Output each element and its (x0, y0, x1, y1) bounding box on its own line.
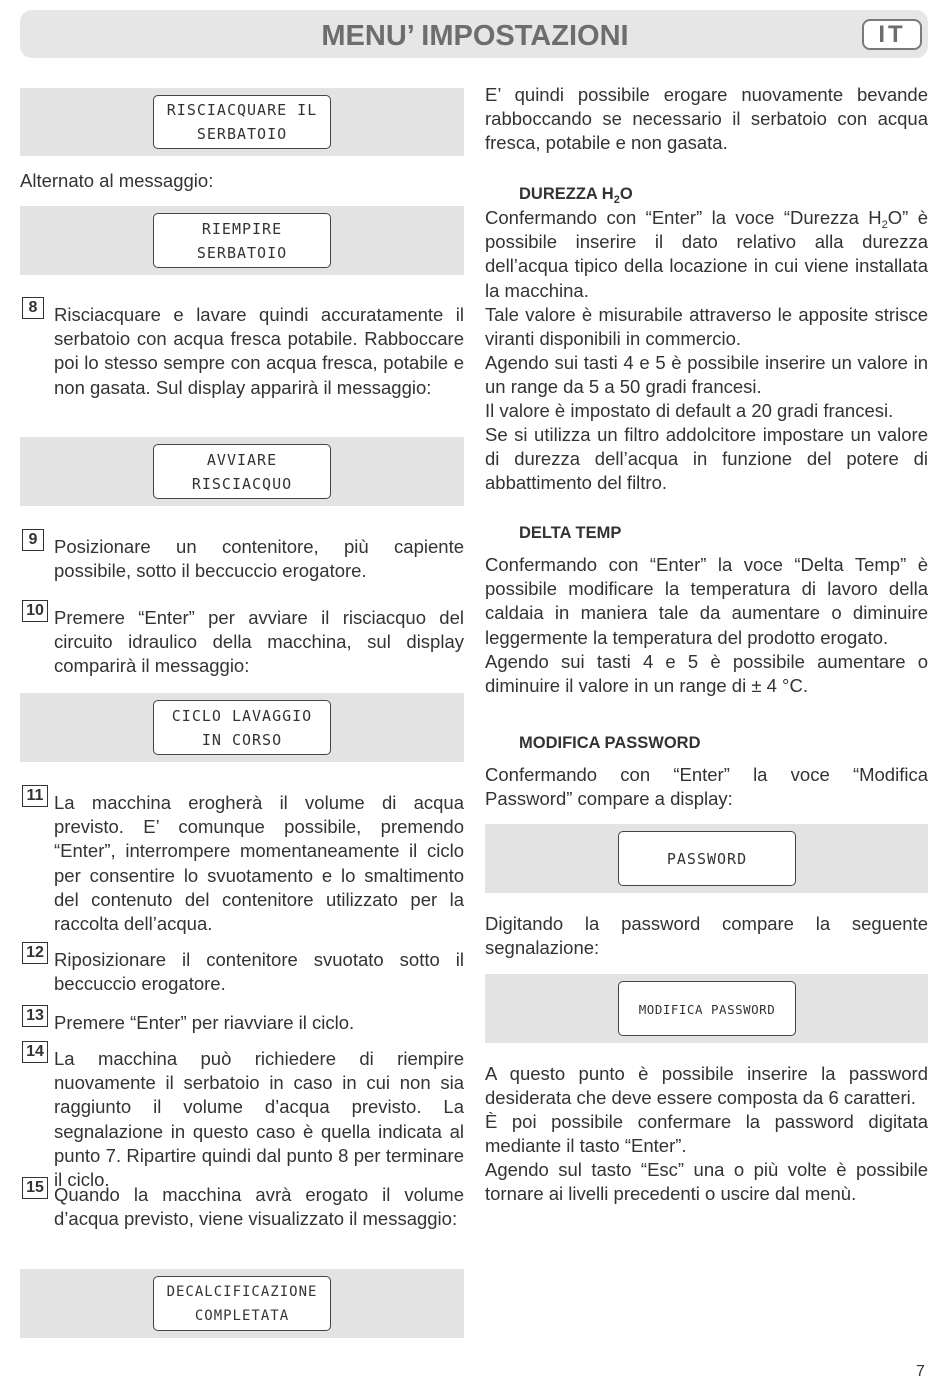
step-15-text: Quando la macchina avrà erogato il volume d’acqua previsto, viene visualizzato il messaggio: (54, 1184, 464, 1230)
durezza-paragraph-1 (485, 206, 928, 303)
delta-paragraph-2: Agendo sui tasti 4 e 5 è possibile aumentare o diminuire il valore in un range di ± 4 °C. (485, 651, 928, 697)
step-number-8: 8 (22, 297, 44, 319)
step-11-text: La macchina erogherà il volume di acqua previsto. E’ comunque possibile, premendo “Enter”, interrompere momentaneamente il ciclo per consentire lo svuotamento e lo smaltimento del contenuto del contenitore utilizzato per la raccolta dell’acqua. (54, 792, 464, 935)
step-number-14: 14 (22, 1041, 48, 1063)
text-subscript: 2 (881, 219, 888, 231)
password-paragraph-1: Confermando con “Enter” la voce “Modifica Password” compare a display: (485, 764, 928, 810)
text-span: O” è possibile inserire il dato relativo alla durezza dell’acqua tipico della locazione in cui viene installata la macchina. (485, 207, 929, 301)
step-number-9: 9 (22, 529, 44, 551)
section-heading-delta-temp: DELTA TEMP (519, 524, 622, 542)
step-number-10: 10 (22, 600, 48, 622)
lcd-line: SERBATOIO (196, 125, 288, 143)
durezza-paragraph-2: Tale valore è misurabile attraverso le apposite strisce viranti disponibili in commercio. (485, 304, 928, 350)
lcd-line: SERBATOIO (196, 244, 288, 262)
section-heading-password: MODIFICA PASSWORD (519, 734, 701, 752)
lcd-display-6 (618, 831, 796, 886)
delta-paragraph-1: Confermando con “Enter” la voce “Delta Temp” è possibile modificare la temperatura di lavoro della caldaia in maniera tale da aumentare o diminuire leggermente la temperatura del prodotto erogato. (485, 554, 928, 648)
heading-text: O (619, 185, 633, 203)
step-14-text: La macchina può richiedere di riempire nuovamente il serbatoio in caso in cui non sia raggiunto il volume d’acqua previsto. La segnalazione in questo caso è quella indicata al punto 7. Ripartire quindi dal punto 8 per terminare il ciclo. (54, 1048, 464, 1191)
durezza-paragraph-4: Il valore è impostato di default a 20 gradi francesi. (485, 400, 894, 421)
lcd-display-5 (153, 1276, 331, 1331)
lcd-display-3 (153, 444, 331, 499)
lcd-display-2 (153, 213, 331, 268)
heading-text: DUREZZA H (519, 185, 614, 203)
step-8-text: Risciacquare e lavare quindi accuratamente il serbatoio con acqua fresca potabile. Rabboccare poi lo stesso sempre con acqua fresca, potabile e non gasata. Sul display apparirà il messaggio: (54, 304, 464, 398)
text-span: Confermando con “Enter” la voce “Durezza H (485, 207, 882, 228)
step-number-13: 13 (22, 1005, 48, 1027)
lcd-line: RISCIACQUO (191, 475, 293, 493)
lcd-display-1 (153, 95, 331, 149)
password-paragraph-3: A questo punto è possibile inserire la password desiderata che deve essere composta da 6 caratteri. (485, 1063, 928, 1109)
lcd-line: RIEMPIRE (201, 220, 283, 238)
durezza-paragraph-5: Se si utilizza un filtro addolcitore impostare un valore di durezza dell’acqua in funzione del potere di abbattimento del filtro. (485, 424, 928, 494)
step-10-text: Premere “Enter” per avviare il risciacquo del circuito idraulico della macchina, sul display comparirà il messaggio: (54, 607, 464, 677)
lcd-line: DECALCIFICAZIONE (166, 1284, 318, 1300)
step-number-15: 15 (22, 1177, 48, 1199)
alternate-label: Alternato al messaggio: (20, 170, 214, 191)
step-9-text: Posizionare un contenitore, più capiente possibile, sotto il beccuccio erogatore. (54, 536, 464, 582)
language-badge: IT (862, 19, 922, 50)
step-12-text: Riposizionare il contenitore svuotato sotto il beccuccio erogatore. (54, 949, 464, 995)
page-title: MENU’ IMPOSTAZIONI (321, 20, 629, 52)
step-number-11: 11 (22, 785, 48, 807)
step-13-text: Premere “Enter” per riavviare il ciclo. (54, 1012, 355, 1033)
lcd-line: RISCIACQUARE IL (166, 101, 318, 119)
lcd-line: CICLO LAVAGGIO (171, 707, 313, 725)
lcd-line: IN CORSO (201, 731, 283, 749)
step-number-12: 12 (22, 942, 48, 964)
password-paragraph-2: Digitando la password compare la seguente segnalazione: (485, 913, 928, 959)
durezza-paragraph-3: Agendo sui tasti 4 e 5 è possibile inserire un valore in un range da 5 a 50 gradi francesi. (485, 352, 928, 398)
lcd-display-7 (618, 981, 796, 1036)
lcd-line: PASSWORD (666, 850, 748, 868)
lcd-line: COMPLETATA (194, 1308, 290, 1324)
lcd-line: MODIFICA PASSWORD (638, 1002, 776, 1017)
password-paragraph-4: È poi possibile confermare la password digitata mediante il tasto “Enter”. (485, 1111, 928, 1157)
lcd-display-4 (153, 700, 331, 755)
password-paragraph-5: Agendo sul tasto “Esc” una o più volte è possibile tornare ai livelli precedenti o uscire dal menù. (485, 1159, 928, 1205)
intro-paragraph: E’ quindi possibile erogare nuovamente bevande rabboccando se necessario il serbatoio con acqua fresca, potabile e non gasata. (485, 84, 928, 154)
lcd-line: AVVIARE (206, 451, 278, 469)
heading-subscript: 2 (613, 194, 620, 206)
page-number: 7 (916, 1363, 925, 1380)
section-heading-durezza (519, 185, 633, 204)
